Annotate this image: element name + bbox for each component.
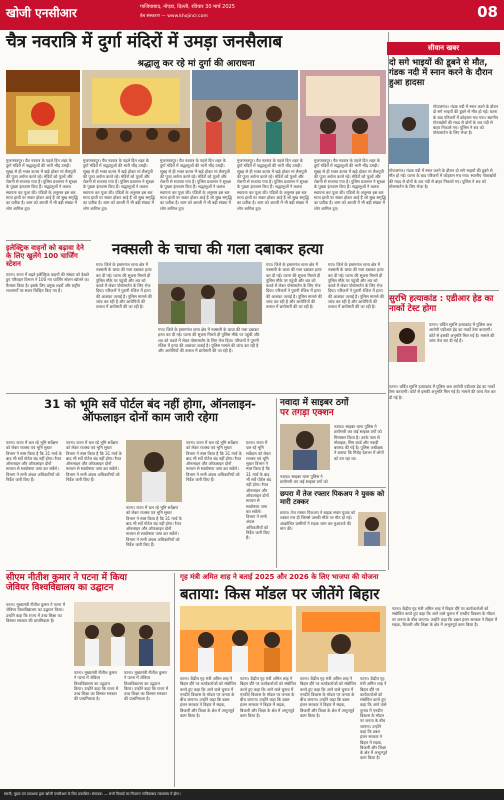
bhumi-photo bbox=[126, 440, 182, 502]
bhumi-body-4: पटना। राज्य में चल रहे भूमि सर्वेक्षण को लेकर राजस्व एवं भूमि सुधार विभाग ने स्पष्ट किया है कि 31 मार्च के बाद भी सर्वे पोर्टल बंद नहीं होगा। रैयत ऑनलाइन और ऑफलाइन दोनों माध्यम से स्वघोषणा जमा कर सकेंगे। विभाग ने सभी अंचल अधिकारियों को निर्देश जारी किए हैं। bbox=[186, 440, 242, 483]
ev-body: पटना। राज्य में बढ़ते इलेक्ट्रिक वाहनों की संख्या को देखते हुए परिवहन विभाग ने 100 नए चार्जिंग स्टेशन खोलने का फैसला किया है। इसके लिए प्रमुख शहरों और राष्ट्रीय राजमार्गों पर स्थान चिन्हित किए गए हैं। bbox=[6, 272, 89, 293]
lead-photo-right-1 bbox=[192, 70, 298, 154]
lead-photo-left bbox=[6, 70, 80, 154]
nawada-headline bbox=[280, 398, 386, 419]
shah-body-2: पटना। केंद्रीय गृह मंत्री अमित शाह ने बिहार दौरे पर कार्यकर्ताओं को संबोधित करते हुए कहा कि आने वाले चुनाव में एनडीए विकास के मॉडल पर जनता के बीच जाएगा। उन्होंने कहा कि डबल इंजन सरकार ने बिहार में सड़क, बिजली और शिक्षा के क्षेत्र में अभूतपूर्व काम किया है। bbox=[240, 676, 296, 719]
officer-photo bbox=[280, 424, 330, 470]
surabhi-photo bbox=[389, 322, 425, 362]
naksal-photo bbox=[158, 262, 262, 324]
bhumi-headline: 31 को भूमि सर्वे पोर्टल बंद नहीं होगा, ऑनलाइन-ऑफलाइन दोनों काम जारी रहेगा bbox=[44, 397, 256, 425]
bhumi-body-2: पटना। राज्य में चल रहे भूमि सर्वेक्षण को लेकर राजस्व एवं भूमि सुधार विभाग ने स्पष्ट किया है कि 31 मार्च के बाद भी सर्वे पोर्टल बंद नहीं होगा। रैयत ऑनलाइन और ऑफलाइन दोनों माध्यम से स्वघोषणा जमा कर सकेंगे। विभाग ने सभी अंचल अधिकारियों को निर्देश जारी किए हैं। bbox=[66, 440, 122, 483]
drowning-photo bbox=[389, 104, 429, 164]
river-photo bbox=[389, 104, 429, 164]
rally-photo bbox=[180, 606, 292, 672]
imprint-line: स्वामी, मुद्रक एवं प्रकाशक द्वारा खोजी एनसीआर के लिए प्रकाशित। संपादक: — सभी विवादों का निपटारा गाजियाबाद न्यायालय में होगा। bbox=[0, 789, 504, 800]
divider bbox=[6, 570, 386, 571]
nawada-body-2: नवादा। साइबर थाना पुलिस ने छापेमारी कर कई साइबर ठगों को bbox=[280, 474, 328, 484]
divider bbox=[280, 487, 386, 488]
lead-body-text: मुजफ्फरपुर। चैत्र नवरात्र के पहले दिन शहर के दुर्गा मंदिरों में श्रद्धालुओं की भारी भीड़ उमड़ी। सुबह से ही भक्त कतार में खड़े होकर मां शैलपुत्री की पूजा अर्चना करते रहे। मंदिरों को फूलों और रोशनी से सजाया गया है। पुलिस प्रशासन ने सुरक्षा के पुख्ता इंतजाम किए हैं। श्रद्धालुओं ने कलश स्थापना कर पूजा की। पंडितों के अनुसार इस बार माता हाथी पर सवार होकर आई हैं जो सुख समृद्धि का प्रतीक है। शाम को आरती में भी बड़ी संख्या में लोग शामिल हुए। bbox=[6, 158, 78, 211]
masthead bbox=[0, 0, 504, 30]
shah-photo-2 bbox=[296, 606, 386, 672]
temple-photo-2 bbox=[82, 70, 190, 154]
portrait-photo bbox=[389, 322, 425, 362]
surabhi-headline: सुरभि हत्याकांड : एडीआर हेड का नार्को टेस्ट होगा bbox=[389, 294, 494, 314]
drowning-headline: दो सगे भाइयों की डूबने से मौत, गंडक नदी में स्नान करने के दौरान हुआ हादसा bbox=[389, 58, 493, 88]
drowning-body-2: गोपालगंज। गंडक नदी में स्नान करने के दौरान दो सगे भाइयों की डूबने से मौत हो गई। घटना के बाद परिजनों में कोहराम मच गया। स्थानीय गोताखोरों की मदद से दोनों के शव नदी से बाहर निकाले गए। पुलिस ने शव को पोस्टमार्टम के लिए भेजा है। bbox=[389, 168, 497, 189]
page-number: 08 bbox=[477, 3, 498, 21]
bhumi-body-1: पटना। राज्य में चल रहे भूमि सर्वेक्षण को लेकर राजस्व एवं भूमि सुधार विभाग ने स्पष्ट किया है कि 31 मार्च के बाद भी सर्वे पोर्टल बंद नहीं होगा। रैयत ऑनलाइन और ऑफलाइन दोनों माध्यम से स्वघोषणा जमा कर सकेंगे। विभाग ने सभी अंचल अधिकारियों को निर्देश जारी किए हैं। bbox=[6, 440, 62, 483]
lead-headline-red: चैत्र नवरात्रि में दुर्गा मंदिरों में bbox=[6, 32, 179, 52]
sub-line: वेब संस्करण — www.khojincr.com bbox=[140, 14, 208, 19]
shah-body-1: पटना। केंद्रीय गृह मंत्री अमित शाह ने बिहार दौरे पर कार्यकर्ताओं को संबोधित करते हुए कहा कि आने वाले चुनाव में एनडीए विकास के मॉडल पर जनता के बीच जाएगा। उन्होंने कहा कि डबल इंजन सरकार ने बिहार में सड़क, बिजली और शिक्षा के क्षेत्र में अभूतपूर्व काम किया है। bbox=[180, 676, 236, 719]
divider bbox=[174, 573, 175, 787]
nawada-headline-red: पर तगड़ा एक्शन bbox=[280, 408, 334, 419]
section-tag: सीवान खबर bbox=[387, 42, 500, 55]
divider bbox=[389, 290, 499, 291]
naksal-body-1: गया। जिले के इमामगंज थाना क्षेत्र में नक्सली के चाचा की गला दबाकर हत्या कर दी गई। घटना की सूचना मिलते ही पुलिस मौके पर पहुंची और शव को कब्जे में लेकर पोस्टमार्टम के लिए भेज दिया। परिजनों ने पुरानी रंजिश में हत्या की आशंका जताई है। पुलिस मामले की जांच कर रही है और आरोपियों की तलाश में छापेमारी की जा रही है। bbox=[96, 262, 152, 310]
leader-photo bbox=[296, 606, 386, 672]
lead-body-continued-2: मुजफ्फरपुर। चैत्र नवरात्र के पहले दिन शहर के दुर्गा मंदिरों में श्रद्धालुओं की भारी भीड़ उमड़ी। सुबह से ही भक्त कतार में खड़े होकर मां शैलपुत्री की पूजा अर्चना करते रहे। मंदिरों को फूलों और रोशनी से सजाया गया है। पुलिस प्रशासन ने सुरक्षा के पुख्ता इंतजाम किए हैं। श्रद्धालुओं ने कलश स्थापना कर पूजा की। पंडितों के अनुसार इस बार माता हाथी पर सवार होकर आई हैं जो सुख समृद्धि का प्रतीक है। शाम को आरती में भी बड़ी संख्या में लोग शामिल हुए। bbox=[160, 158, 232, 211]
cm-photo bbox=[74, 602, 170, 666]
lead-headline-black: उमड़ा जनसैलाब bbox=[184, 32, 283, 52]
cm-body-2: पटना। मुख्यमंत्री नीतीश कुमार ने पटना में जेवियर विश्वविद्यालय का उद्घाटन किया। उन्होंने कहा कि राज्य में उच्च शिक्षा का विस्तार सरकार की प्राथमिकता है। bbox=[74, 670, 119, 702]
shah-body-4: पटना। केंद्रीय गृह मंत्री अमित शाह ने बिहार दौरे पर कार्यकर्ताओं को संबोधित करते हुए कहा कि आने वाले चुनाव में एनडीए विकास के मॉडल पर जनता के बीच जाएगा। उन्होंने कहा कि डबल इंजन सरकार ने बिहार में सड़क, बिजली और शिक्षा के क्षेत्र में अभूतपूर्व काम किया है। bbox=[360, 676, 387, 761]
victim-photo bbox=[358, 512, 386, 546]
surabhi-body-2: पटना। चर्चित सुरभि हत्याकांड में पुलिस अब आरोपी एडीआर हेड का नार्को टेस्ट कराएगी। कोर्ट से इसकी अनुमति मिल गई है। मामले की जांच तेज कर दी गई है। bbox=[389, 384, 496, 400]
nawada-headline-black: नवादा में साइबर ठगों bbox=[280, 398, 349, 408]
nawada-body-1: नवादा। साइबर थाना पुलिस ने छापेमारी कर कई साइबर ठगों को गिरफ्तार किया है। उनके पास से मोबाइल, सिम कार्ड और नकदी बरामद की गई है। पुलिस अधीक्षक ने बताया कि गिरोह देशभर में लोगों को ठग रहा था। bbox=[334, 424, 384, 461]
bhumi-body-5: पटना। राज्य में चल रहे भूमि सर्वेक्षण को लेकर राजस्व एवं भूमि सुधार विभाग ने स्पष्ट किया है कि 31 मार्च के बाद भी सर्वे पोर्टल बंद नहीं होगा। रैयत ऑनलाइन और ऑफलाइन दोनों माध्यम से स्वघोषणा जमा कर सकेंगे। विभाग ने सभी अंचल अधिकारियों को निर्देश जारी किए हैं। bbox=[246, 440, 272, 541]
lead-body-continued-3: मुजफ्फरपुर। चैत्र नवरात्र के पहले दिन शहर के दुर्गा मंदिरों में श्रद्धालुओं की भारी भीड़ उमड़ी। सुबह से ही भक्त कतार में खड़े होकर मां शैलपुत्री की पूजा अर्चना करते रहे। मंदिरों को फूलों और रोशनी से सजाया गया है। पुलिस प्रशासन ने सुरक्षा के पुख्ता इंतजाम किए हैं। श्रद्धालुओं ने कलश स्थापना कर पूजा की। पंडितों के अनुसार इस बार माता हाथी पर सवार होकर आई हैं जो सुख समृद्धि का प्रतीक है। शाम को आरती में भी बड़ी संख्या में लोग शामिल हुए। bbox=[237, 158, 309, 211]
temple-photo-1 bbox=[6, 70, 80, 154]
cm-headline: सीएम नीतीश कुमार ने पटना में किया जेवियर विश्वविद्यालय का उद्घाटन bbox=[6, 573, 127, 594]
lead-subheadline: श्रद्धालु कर रहे मां दुर्गा की आराधना bbox=[137, 59, 255, 69]
shah-body-5: पटना। केंद्रीय गृह मंत्री अमित शाह ने बिहार दौरे पर कार्यकर्ताओं को संबोधित करते हुए कहा कि आने वाले चुनाव में एनडीए विकास के मॉडल पर जनता के बीच जाएगा। उन्होंने कहा कि डबल इंजन सरकार ने बिहार में सड़क, बिजली और शिक्षा के क्षेत्र में अभूतपूर्व काम किया है। bbox=[392, 606, 498, 627]
naksal-body-4: गया। जिले के इमामगंज थाना क्षेत्र में नक्सली के चाचा की गला दबाकर हत्या कर दी गई। घटना की सूचना मिलते ही पुलिस मौके पर पहुंची और शव को कब्जे में लेकर पोस्टमार्टम के लिए भेज दिया। परिजनों ने पुरानी रंजिश में हत्या की आशंका जताई है। पुलिस मामले की जांच कर रही है और आरोपियों की तलाश में छापेमारी की जा रही है। bbox=[328, 262, 384, 310]
shah-body-3: पटना। केंद्रीय गृह मंत्री अमित शाह ने बिहार दौरे पर कार्यकर्ताओं को संबोधित करते हुए कहा कि आने वाले चुनाव में एनडीए विकास के मॉडल पर जनता के बीच जाएगा। उन्होंने कहा कि डबल इंजन सरकार ने बिहार में सड़क, बिजली और शिक्षा के क्षेत्र में अभूतपूर्व काम किया है। bbox=[300, 676, 356, 719]
office-photo bbox=[126, 440, 182, 502]
cm-body-3: पटना। मुख्यमंत्री नीतीश कुमार ने पटना में जेवियर विश्वविद्यालय का उद्घाटन किया। उन्होंने कहा कि राज्य में उच्च शिक्षा का विस्तार सरकार की प्राथमिकता है। bbox=[124, 670, 169, 702]
lead-body bbox=[6, 158, 386, 238]
worship-photo bbox=[300, 70, 386, 154]
shah-photo-1 bbox=[180, 606, 292, 672]
naksal-body-3: गया। जिले के इमामगंज थाना क्षेत्र में नक्सली के चाचा की गला दबाकर हत्या कर दी गई। घटना की सूचना मिलते ही पुलिस मौके पर पहुंची और शव को कब्जे में लेकर पोस्टमार्टम के लिए भेज दिया। परिजनों ने पुरानी रंजिश में हत्या की आशंका जताई है। पुलिस मामले की जांच कर रही है और आरोपियों की तलाश में छापेमारी की जा रही है। bbox=[266, 262, 322, 310]
date-line: गाजियाबाद, नोएडा, दिल्ली, रविवार 30 मार्च 2025 bbox=[140, 4, 235, 10]
right-column bbox=[387, 32, 500, 752]
shah-kicker: गृह मंत्री अमित शाह ने बताई 2025 और 2026 के लिए भाजपा की योजना bbox=[180, 573, 379, 581]
chapra-photo bbox=[358, 512, 386, 546]
naksal-body-2: गया। जिले के इमामगंज थाना क्षेत्र में नक्सली के चाचा की गला दबाकर हत्या कर दी गई। घटना की सूचना मिलते ही पुलिस मौके पर पहुंची और शव को कब्जे में लेकर पोस्टमार्टम के लिए भेज दिया। परिजनों ने पुरानी रंजिश में हत्या की आशंका जताई है। पुलिस मामले की जांच कर रही है और आरोपियों की तलाश में छापेमारी की जा रही है। bbox=[158, 327, 260, 354]
cm-body-1: पटना। मुख्यमंत्री नीतीश कुमार ने पटना में जेवियर विश्वविद्यालय का उद्घाटन किया। उन्होंने कहा कि राज्य में उच्च शिक्षा का विस्तार सरकार की प्राथमिकता है। bbox=[6, 602, 65, 623]
surabhi-body-1: पटना। चर्चित सुरभि हत्याकांड में पुलिस अब आरोपी एडीआर हेड का नार्को टेस्ट कराएगी। कोर्ट से इसकी अनुमति मिल गई है। मामले की जांच तेज कर दी गई है। bbox=[429, 322, 495, 343]
divider bbox=[276, 398, 277, 568]
nawada-photo bbox=[280, 424, 330, 470]
lead-body-continued: मुजफ्फरपुर। चैत्र नवरात्र के पहले दिन शहर के दुर्गा मंदिरों में श्रद्धालुओं की भारी भीड़ उमड़ी। सुबह से ही भक्त कतार में खड़े होकर मां शैलपुत्री की पूजा अर्चना करते रहे। मंदिरों को फूलों और रोशनी से सजाया गया है। पुलिस प्रशासन ने सुरक्षा के पुख्ता इंतजाम किए हैं। श्रद्धालुओं ने कलश स्थापना कर पूजा की। पंडितों के अनुसार इस बार माता हाथी पर सवार होकर आई हैं जो सुख समृद्धि का प्रतीक है। शाम को आरती में भी बड़ी संख्या में लोग शामिल हुए। bbox=[83, 158, 155, 211]
inauguration-photo bbox=[74, 602, 170, 666]
bhumi-body-3: पटना। राज्य में चल रहे भूमि सर्वेक्षण को लेकर राजस्व एवं भूमि सुधार विभाग ने स्पष्ट किया है कि 31 मार्च के बाद भी सर्वे पोर्टल बंद नहीं होगा। रैयत ऑनलाइन और ऑफलाइन दोनों माध्यम से स्वघोषणा जमा कर सकेंगे। विभाग ने सभी अंचल अधिकारियों को निर्देश जारी किए हैं। bbox=[126, 505, 182, 548]
devotees-photo bbox=[192, 70, 298, 154]
shah-headline: बताया: किस मॉडल पर जीतेंगे बिहार bbox=[180, 585, 380, 603]
paper-name: खोजी एनसीआर bbox=[6, 6, 77, 20]
lead-headline bbox=[6, 33, 386, 53]
naksal-headline: नक्सली के चाचा की गला दबाकर हत्या bbox=[112, 240, 324, 258]
police-photo bbox=[158, 262, 262, 324]
chapra-headline: छपरा में तेज रफ्तार पिकअप ने युवक को मारी टक्कर bbox=[280, 490, 385, 507]
lead-photo-center bbox=[82, 70, 190, 154]
ev-headline: इलेक्ट्रिक वाहनों को बढ़ावा देने के लिए खुलेंगे 100 चार्जिंग स्टेशन bbox=[6, 244, 84, 269]
lead-photo-right-2 bbox=[300, 70, 386, 154]
divider bbox=[6, 240, 91, 241]
drowning-body-1: गोपालगंज। गंडक नदी में स्नान करने के दौरान दो सगे भाइयों की डूबने से मौत हो गई। घटना के बाद परिजनों में कोहराम मच गया। स्थानीय गोताखोरों की मदद से दोनों के शव नदी से बाहर निकाले गए। पुलिस ने शव को पोस्टमार्टम के लिए भेजा है। bbox=[433, 104, 499, 136]
lead-body-continued-4: मुजफ्फरपुर। चैत्र नवरात्र के पहले दिन शहर के दुर्गा मंदिरों में श्रद्धालुओं की भारी भीड़ उमड़ी। सुबह से ही भक्त कतार में खड़े होकर मां शैलपुत्री की पूजा अर्चना करते रहे। मंदिरों को फूलों और रोशनी से सजाया गया है। पुलिस प्रशासन ने सुरक्षा के पुख्ता इंतजाम किए हैं। श्रद्धालुओं ने कलश स्थापना कर पूजा की। पंडितों के अनुसार इस बार माता हाथी पर सवार होकर आई हैं जो सुख समृद्धि का प्रतीक है। शाम को आरती में भी बड़ी संख्या में लोग शामिल हुए। bbox=[314, 158, 386, 211]
chapra-body: छपरा। तेज रफ्तार पिकअप ने बाइक सवार युवक को टक्कर मार दी जिससे उसकी मौके पर मौत हो गई। आक्रोशित ग्रामीणों ने सड़क जाम कर मुआवजे की मांग की। bbox=[280, 510, 356, 531]
divider bbox=[6, 393, 386, 394]
